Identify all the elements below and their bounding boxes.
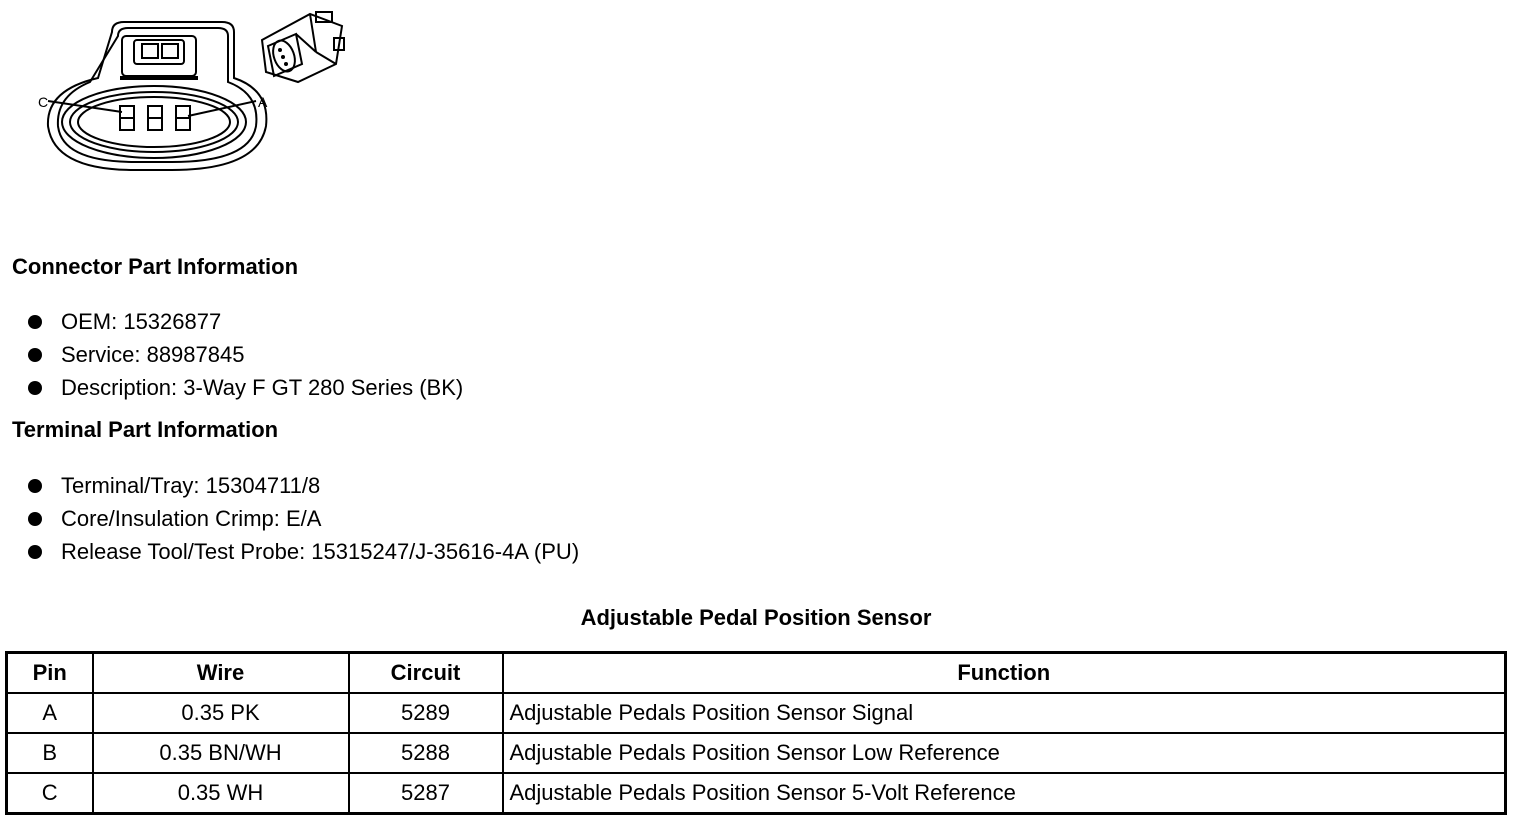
cell-circuit: 5287 xyxy=(349,773,503,814)
table-row xyxy=(7,733,1506,773)
table-row xyxy=(7,693,1506,733)
cell-wire: 0.35 PK xyxy=(93,693,349,733)
connector-info-list xyxy=(28,305,463,404)
cell-function: Adjustable Pedals Position Sensor Low Reference xyxy=(503,733,1506,773)
cell-pin: A xyxy=(7,693,93,733)
list-item: OEM: 15326877 xyxy=(28,305,463,338)
cell-circuit: 5288 xyxy=(349,733,503,773)
cell-wire: 0.35 BN/WH xyxy=(93,733,349,773)
table-title: Adjustable Pedal Position Sensor xyxy=(580,605,932,630)
bullet-icon xyxy=(28,512,42,526)
header-function: Function xyxy=(503,653,1506,694)
bullet-icon xyxy=(28,545,42,559)
bullet-icon xyxy=(28,348,42,362)
bullet-icon xyxy=(28,381,42,395)
header-pin: Pin xyxy=(7,653,93,694)
header-wire: Wire xyxy=(93,653,349,694)
bullet-icon xyxy=(28,479,42,493)
list-item: Terminal/Tray: 15304711/8 xyxy=(28,469,579,502)
connector-section-title: Connector Part Information xyxy=(12,254,299,279)
pin-label-a: A xyxy=(258,94,268,110)
cell-pin: C xyxy=(7,773,93,814)
terminal-section-title: Terminal Part Information xyxy=(12,417,279,442)
connector-diagram xyxy=(30,4,370,179)
list-item: Service: 88987845 xyxy=(28,338,463,371)
list-item: Description: 3-Way F GT 280 Series (BK) xyxy=(28,371,463,404)
terminal-info-list xyxy=(28,469,579,568)
pin-label-c: C xyxy=(38,94,49,110)
cell-pin: B xyxy=(7,733,93,773)
list-item: Core/Insulation Crimp: E/A xyxy=(28,502,579,535)
cell-function: Adjustable Pedals Position Sensor 5-Volt Reference xyxy=(503,773,1506,814)
table-header-row xyxy=(7,653,1506,694)
bullet-icon xyxy=(28,315,42,329)
cell-function: Adjustable Pedals Position Sensor Signal xyxy=(503,693,1506,733)
table-row xyxy=(7,773,1506,814)
pinout-table xyxy=(5,651,1507,815)
list-item: Release Tool/Test Probe: 15315247/J-35616-4A (PU) xyxy=(28,535,579,568)
cell-circuit: 5289 xyxy=(349,693,503,733)
header-circuit: Circuit xyxy=(349,653,503,694)
cell-wire: 0.35 WH xyxy=(93,773,349,814)
